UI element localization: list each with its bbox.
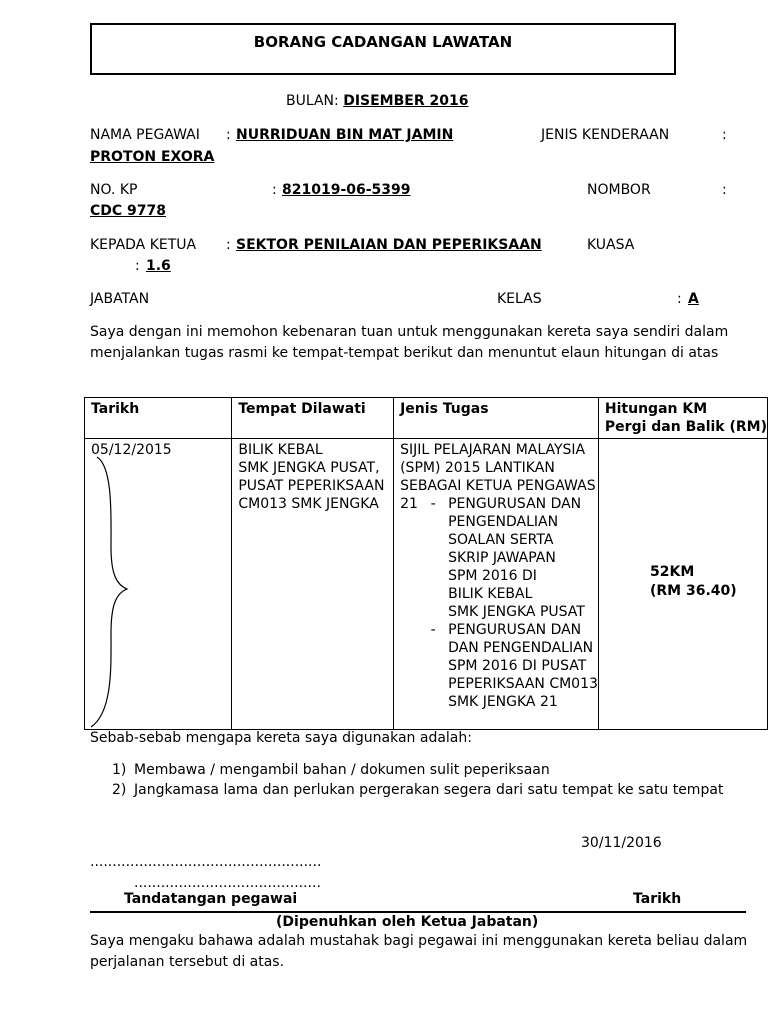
jabatan-label: JABATAN: [90, 291, 150, 307]
bulan-label: BULAN:: [286, 93, 344, 109]
header-tempat: Tempat Dilawati: [232, 398, 394, 439]
table-header-row: [85, 398, 768, 439]
tugas-item1-line: SMK JENGKA PUSAT: [448, 604, 585, 620]
kelas-value: A: [688, 291, 699, 307]
tarikh-label: Tarikh: [633, 891, 682, 907]
kuasa-value: 1.6: [146, 258, 171, 274]
kepada-ketua-colon: :: [226, 237, 231, 253]
form-title-box: [90, 23, 676, 75]
kuasa-label: KUASA: [587, 237, 635, 253]
tugas-dash: -: [430, 496, 436, 512]
header-hitungan: [598, 398, 767, 439]
no-kp-value: 821019-06-5399: [282, 182, 411, 198]
signature-dots: ....................................................: [90, 854, 322, 870]
signature-date: 30/11/2016: [581, 835, 662, 851]
jenis-kenderaan-label: JENIS KENDERAAN: [541, 127, 670, 143]
km-value-block: [650, 563, 737, 601]
tugas-line: (SPM) 2015 LANTIKAN: [400, 460, 555, 476]
tugas-item-1: 21 - PENGURUSAN DAN PENGENDALIAN SOALAN SERTA SKRIP JAWAPAN SPM 2016 DI BILIK KEBAL SMK JENGKA PUSAT: [400, 496, 585, 620]
jenis-kenderaan-colon: :: [722, 127, 727, 143]
list-item: [112, 760, 732, 780]
tugas-line: SEBAGAI KETUA PENGAWAS: [400, 478, 596, 494]
nombor-colon: :: [722, 182, 727, 198]
header-tugas: Jenis Tugas: [394, 398, 599, 439]
list-item: [112, 780, 732, 800]
kepada-ketua-value: SEKTOR PENILAIAN DAN PEPERIKSAAN: [236, 237, 542, 253]
tugas-item2-line: SMK JENGKA 21: [448, 694, 558, 710]
tugas-item1-line: PENGENDALIAN: [448, 514, 559, 530]
list-number: 1): [112, 762, 127, 778]
bulan-row: [286, 92, 468, 110]
tempat-line: CM013 SMK JENGKA: [238, 496, 379, 512]
rm-value: (RM 36.40): [650, 583, 737, 599]
form-title: BORANG CADANGAN LAWATAN: [253, 33, 513, 51]
list-text: Jangkamasa lama dan perlukan pergerakan segera dari satu tempat ke satu tempat: [134, 782, 724, 798]
nama-pegawai-colon: :: [226, 127, 231, 143]
nama-pegawai-value: NURRIDUAN BIN MAT JAMIN: [236, 127, 454, 143]
nombor-label: NOMBOR: [587, 182, 651, 198]
header-hitungan-line1: Hitungan KM: [604, 401, 708, 417]
tarikh-value: 05/12/2015: [91, 442, 172, 458]
tempat-line: BILIK KEBAL: [238, 442, 323, 458]
curly-brace-icon: [89, 457, 129, 727]
cell-tarikh: [85, 439, 232, 730]
tugas-item2-line: PENGURUSAN DAN: [448, 622, 582, 638]
jenis-kenderaan-value: PROTON EXORA: [90, 149, 215, 165]
header-tarikh: Tarikh: [85, 398, 232, 439]
cell-tempat: [232, 439, 394, 730]
pengakuan-paragraph: Saya mengaku bahawa adalah mustahak bagi pegawai ini menggunakan kereta beliau dalam perjalanan tersebut di atas.: [90, 933, 748, 970]
tugas-line: SIJIL PELAJARAN MALAYSIA: [400, 442, 586, 458]
tugas-item1-line: BILIK KEBAL: [448, 586, 533, 602]
kelas-label: KELAS: [497, 291, 542, 307]
tempat-line: SMK JENGKA PUSAT,: [238, 460, 380, 476]
kuasa-colon: :: [135, 258, 140, 274]
sebab-list: [112, 760, 732, 800]
kepada-ketua-label: KEPADA KETUA: [90, 237, 197, 253]
tandatangan-label: Tandatangan pegawai: [124, 891, 298, 907]
dipenuhkan-heading: (Dipenuhkan oleh Ketua Jabatan): [276, 914, 539, 930]
kelas-colon: :: [677, 291, 682, 307]
tempat-line: PUSAT PEPERIKSAAN: [238, 478, 385, 494]
tugas-item2-line: DAN PENGENDALIAN: [448, 640, 594, 656]
tugas-item1-line: PENGURUSAN DAN: [448, 496, 582, 512]
nombor-value: CDC 9778: [90, 203, 167, 219]
tugas-item1-line: SOALAN SERTA: [448, 532, 554, 548]
no-kp-colon: :: [272, 182, 277, 198]
no-kp-label: NO. KP: [90, 182, 138, 198]
list-text: Membawa / mengambil bahan / dokumen sulit peperiksaan: [134, 762, 550, 778]
tugas-item2-line: PEPERIKSAAN CM013: [448, 676, 598, 692]
intro-paragraph: Saya dengan ini memohon kebenaran tuan untuk menggunakan kereta saya sendiri dalam menjalankan tugas rasmi ke tempat-tempat berikut dan menuntut elaun hitungan di atas: [90, 324, 729, 361]
sebab-heading: Sebab-sebab mengapa kereta saya digunakan adalah:: [90, 730, 472, 746]
tugas-item1-line: SPM 2016 DI: [448, 568, 537, 584]
tugas-item2-line: SPM 2016 DI PUSAT: [448, 658, 587, 674]
list-number: 2): [112, 782, 127, 798]
tugas-item1-line: SKRIP JAWAPAN: [448, 550, 556, 566]
header-hitungan-line2: Pergi dan Balik (RM): [604, 419, 767, 435]
km-value: 52KM: [650, 564, 695, 580]
tugas-dash: -: [430, 622, 436, 638]
date-dots: ..........................................: [134, 875, 321, 891]
tugas-item-2: [400, 621, 598, 711]
cell-tugas: [394, 439, 599, 730]
bulan-value: DISEMBER 2016: [343, 93, 469, 109]
nama-pegawai-label: NAMA PEGAWAI: [90, 127, 200, 143]
